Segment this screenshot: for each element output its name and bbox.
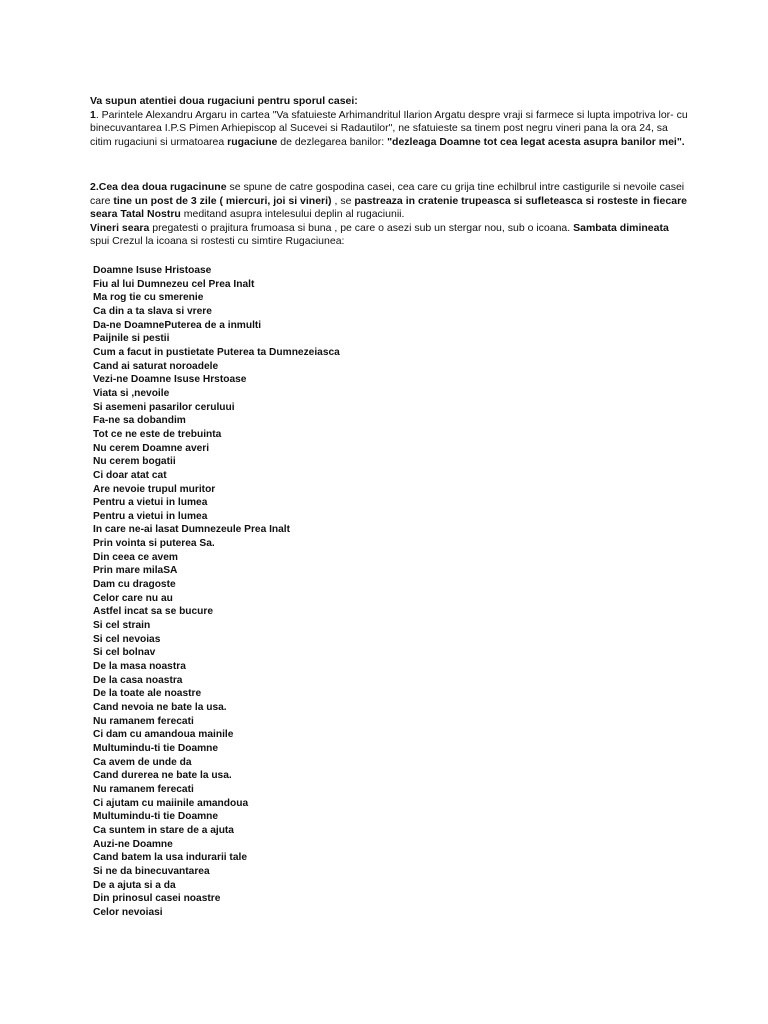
prayer-line: Cand nevoia ne bate la usa.	[93, 702, 227, 713]
prayer-line: Nu cerem bogatii	[93, 456, 176, 468]
prayer-line: Cum a facut in pustietate Puterea ta Dumnezeiasca	[93, 346, 340, 358]
intro-heading	[90, 95, 690, 109]
prayer-line: Ci doar atat cat	[93, 469, 167, 481]
prayer-line: Ca avem de unde da	[93, 756, 192, 768]
prayer-line: Celor nevoiasi	[93, 906, 163, 918]
prayer-line: Si asemeni pasarilor ceruluui	[93, 401, 235, 413]
second-text-5: spui Crezul la icoana si rostesti cu simtire Rugaciunea:	[90, 235, 345, 248]
second-text-2: , se	[331, 194, 355, 207]
prayer-line: Auzi-ne Doamne	[93, 838, 173, 850]
prayer-line: In care ne-ai lasat Dumnezeule Prea Inalt	[93, 524, 291, 536]
prayer-line: Ca din a ta slava si vrere	[93, 305, 212, 317]
intro-bold-word: rugaciune	[227, 135, 278, 148]
prayer-line: Paijnile si pestii	[93, 333, 170, 345]
prayer-line: Cand batem la usa indurarii tale	[93, 852, 247, 864]
prayer-line: Prin mare milaSA	[93, 565, 178, 577]
second-text-1: se spune de catre gospodina casei, cea care cu grija tine echilbrul intre castigurile si nevoile casei care	[90, 181, 685, 207]
intro-text-a: . Parintele Alexandru Argaru in cartea "Va sfatuieste Arhimandritul Ilarion Argatu despre vraji si farmece si lupta impotriva lor- cu binecuvantarea I.P.S Pimen Arhiepiscop al Sucevei si Radautilor", ne sfatuieste sa tinem post negru vineri pana la ora 24, sa citim rugaciuni si urmatoarea	[90, 108, 688, 148]
second-lead: 2.Cea dea doua rugacinune	[90, 181, 227, 193]
prayer-line: De la casa noastra	[93, 674, 183, 686]
intro-section	[90, 95, 690, 149]
second-text-4: pregatesti o prajitura frumoasa si buna , pe care o asezi sub un stergar nou, sub o icoana.	[149, 221, 574, 234]
prayer-line: Are nevoie trupul muritor	[93, 483, 216, 495]
prayer-line: Si ne da binecuvantarea	[93, 865, 210, 877]
second-prayer-section	[90, 181, 690, 249]
prayer-line: Vezi-ne Doamne Isuse Hrstoase	[93, 374, 247, 386]
prayer-line: Multumindu-ti tie Doamne	[93, 811, 219, 823]
prayer-line: De la toate ale noastre	[93, 688, 202, 700]
prayer-line: Din prinosul casei noastre	[93, 893, 221, 905]
prayer-line: Multumindu-ti tie Doamne	[93, 742, 219, 754]
prayer-line: Si cel nevoias	[93, 633, 161, 645]
prayer-line: Ca suntem in stare de a ajuta	[93, 824, 234, 836]
prayer-line: Pentru a vietui in lumea	[93, 497, 208, 509]
prayer-line: Ma rog tie cu smerenie	[93, 292, 204, 304]
prayer-line: Doamne Isuse Hristoase	[93, 265, 212, 276]
intro-paragraph	[90, 109, 690, 150]
prayer-line: Prin vointa si puterea Sa.	[93, 538, 215, 550]
prayer-line: Da-ne DoamnePuterea de a inmulti	[93, 319, 262, 331]
prayer-line: Din ceea ce avem	[93, 551, 178, 563]
intro-text-b: de dezlegarea banilor:	[277, 135, 388, 148]
prayer-line: Astfel incat sa se bucure	[93, 606, 214, 618]
intro-number: 1	[90, 108, 96, 121]
prayer-line: Nu ramanem ferecati	[93, 783, 194, 795]
second-bold-4: Sambata dimineata	[573, 221, 669, 234]
prayer-line: Cand durerea ne bate la usa.	[93, 770, 232, 782]
prayer-line: Fa-ne sa dobandim	[93, 415, 186, 427]
prayer-line: Viata si ,nevoile	[93, 387, 170, 399]
prayer-line: Dam cu dragoste	[93, 579, 176, 591]
prayer-line: Nu cerem Doamne averi	[93, 442, 210, 454]
second-bold-3: Vineri seara	[90, 221, 150, 234]
prayer-line: Fiu al lui Dumnezeu cel Prea Inalt	[93, 278, 255, 290]
prayer-line: Ci ajutam cu maiinile amandoua	[93, 797, 249, 809]
prayer-line: Tot ce ne este de trebuinta	[93, 428, 222, 440]
prayer-line: Cand ai saturat noroadele	[93, 360, 219, 372]
prayer-lines	[93, 264, 493, 920]
prayer-line: Si cel strain	[93, 620, 151, 632]
prayer-line: Celor care nu au	[93, 592, 173, 604]
second-bold-1: tine un post de 3 zile ( miercuri, joi si vineri)	[113, 194, 332, 207]
prayer-line: Nu ramanem ferecati	[93, 715, 194, 727]
intro-bold-quote: "dezleaga Doamne tot cea legat acesta asupra banilor mei".	[387, 135, 685, 148]
prayer-line: De la masa noastra	[93, 661, 186, 673]
second-paragraph	[90, 181, 690, 249]
second-bold-2: pastreaza in cratenie trupeasca si sufleteasca si rosteste in fiecare seara Tatal Nostru	[90, 194, 687, 221]
prayer-line: Si cel bolnav	[93, 647, 156, 659]
prayer-line: De a ajuta si a da	[93, 879, 176, 891]
prayer-line: Pentru a vietui in lumea	[93, 510, 208, 522]
prayer-line: Ci dam cu amandoua mainile	[93, 729, 234, 741]
intro-heading-text: Va supun atentiei doua rugaciuni pentru sporul casei:	[90, 95, 358, 107]
second-text-3: meditand asupra intelesului deplin al rugaciunii.	[180, 208, 405, 221]
